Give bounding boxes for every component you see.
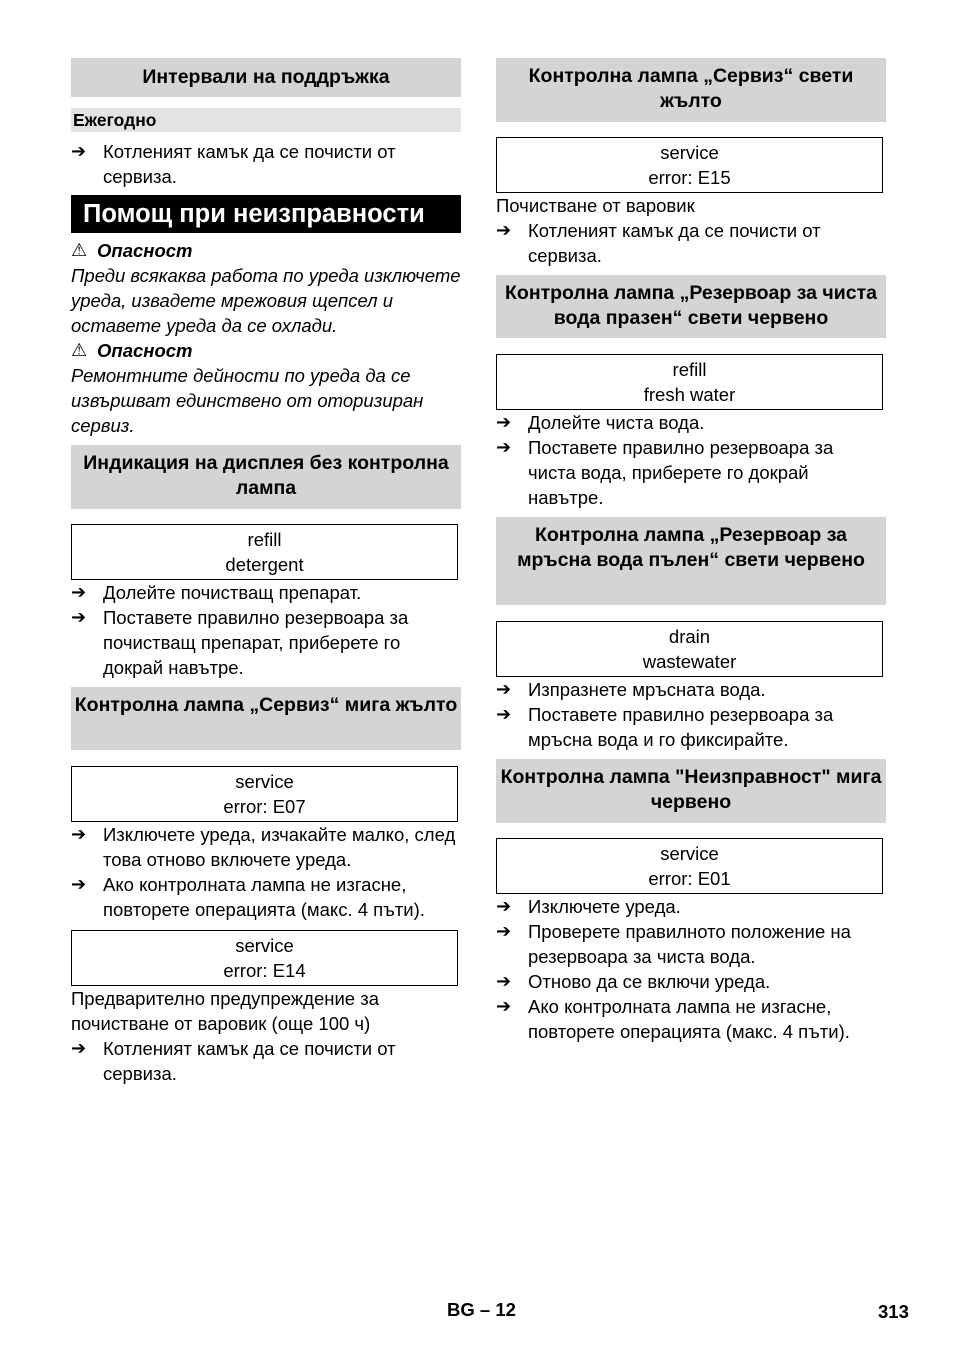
- display-message-box: service error: E14: [71, 930, 458, 986]
- troubleshooting-heading: Помощ при неизправности: [71, 195, 461, 233]
- page-number: 313: [878, 1301, 909, 1322]
- arrow-right-icon: ➔: [496, 679, 512, 699]
- list-item: ➔ Изключете уреда.: [496, 896, 681, 917]
- display-message-box: refill fresh water: [496, 354, 883, 410]
- display-message-box: drain wastewater: [496, 621, 883, 677]
- arrow-right-icon: ➔: [496, 412, 512, 432]
- yearly-subheading: Ежегодно: [71, 108, 461, 132]
- danger-title: ⚠ Опасност: [71, 240, 193, 261]
- danger-text: Ремонтните дейности по уреда да се извършват единствено от оторизиран сервиз.: [71, 365, 424, 436]
- arrow-right-icon: ➔: [496, 704, 512, 724]
- warning-triangle-icon: ⚠: [71, 340, 88, 360]
- arrow-right-icon: ➔: [71, 874, 87, 894]
- service-blinking-heading: Контролна лампа „Сервиз“ мига жълто: [71, 687, 461, 750]
- arrow-right-icon: ➔: [71, 141, 87, 161]
- arrow-right-icon: ➔: [496, 971, 512, 991]
- right-column: [496, 58, 886, 1044]
- list-item: ➔ Долейте чиста вода.: [496, 412, 705, 433]
- display-message-box: refill detergent: [71, 524, 458, 580]
- footer-language-page: BG – 12: [447, 1299, 516, 1320]
- danger-text: Преди всякаква работа по уреда изключете уреда, извадете мрежовия щепсел и оставете уреда да се охлади.: [71, 265, 461, 336]
- maintenance-intervals-heading: Интервали на поддръжка: [71, 58, 461, 97]
- arrow-right-icon: ➔: [71, 824, 87, 844]
- arrow-right-icon: ➔: [496, 996, 512, 1016]
- list-item: ➔ Котленият камък да се почисти от сервиза.: [71, 141, 396, 187]
- list-item: ➔ Долейте почистващ препарат.: [71, 582, 362, 603]
- e14-description: Предварително предупреждение за почистване от варовик (още 100 ч): [71, 988, 380, 1034]
- arrow-right-icon: ➔: [71, 607, 87, 627]
- list-item: ➔ Котленият камък да се почисти от сервиза.: [496, 220, 821, 266]
- warning-triangle-icon: ⚠: [71, 240, 88, 260]
- display-without-lamp-heading: Индикация на дисплея без контролна лампа: [71, 445, 461, 509]
- list-item: ➔ Изключете уреда, изчакайте малко, след това отново включете уреда.: [71, 824, 456, 870]
- arrow-right-icon: ➔: [496, 437, 512, 457]
- display-message-box: service error: E01: [496, 838, 883, 894]
- danger-title: ⚠ Опасност: [71, 340, 193, 361]
- arrow-right-icon: ➔: [71, 582, 87, 602]
- list-item: ➔ Ако контролната лампа не изгасне, повторете операцията (макс. 4 пъти).: [496, 996, 850, 1042]
- dirty-water-full-heading: Контролна лампа „Резервоар за мръсна вода пълен“ свети червено: [496, 517, 886, 605]
- list-item: ➔ Котленият камък да се почисти от сервиза.: [71, 1038, 396, 1084]
- list-item: ➔ Изпразнете мръсната вода.: [496, 679, 766, 700]
- fault-blinking-heading: Контролна лампа "Неизправност" мига червено: [496, 759, 886, 823]
- list-item: ➔ Проверете правилното положение на резервоара за чиста вода.: [496, 921, 851, 967]
- list-item: ➔ Поставете правилно резервоара за почистващ препарат, приберете го докрай навътре.: [71, 607, 409, 678]
- display-message-box: service error: E07: [71, 766, 458, 822]
- list-item: ➔ Ако контролната лампа не изгасне, повторете операцията (макс. 4 пъти).: [71, 874, 425, 920]
- arrow-right-icon: ➔: [71, 1038, 87, 1058]
- list-item: ➔ Поставете правилно резервоара за мръсна вода и го фиксирайте.: [496, 704, 834, 750]
- arrow-right-icon: ➔: [496, 921, 512, 941]
- arrow-right-icon: ➔: [496, 220, 512, 240]
- left-column: [71, 58, 461, 1086]
- e15-description: Почистване от варовик: [496, 195, 695, 216]
- list-item: ➔ Поставете правилно резервоара за чиста вода, приберете го докрай навътре.: [496, 437, 834, 508]
- fresh-water-empty-heading: Контролна лампа „Резервоар за чиста вода празен“ свети червено: [496, 275, 886, 338]
- list-item: ➔ Отново да се включи уреда.: [496, 971, 771, 992]
- service-lit-heading: Контролна лампа „Сервиз“ свети жълто: [496, 58, 886, 122]
- display-message-box: service error: E15: [496, 137, 883, 193]
- arrow-right-icon: ➔: [496, 896, 512, 916]
